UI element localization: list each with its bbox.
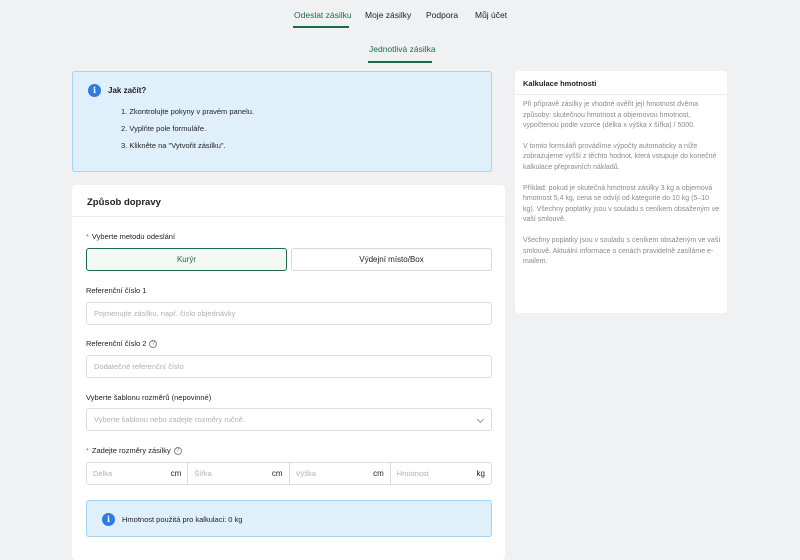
side-paragraph: Příklad: pokud je skutečná hmotnost zásilky 3 kg a objemová hmotnost 5,4 kg, cena se odvíjí od kategorie do 10 kg (5–10 kg). Všechny poplatky jsou v souladu s ceníkem obsaženým ve vaší smlouvě.	[523, 184, 720, 224]
help-icon[interactable]: ?	[149, 340, 157, 348]
help-icon[interactable]: ?	[174, 447, 182, 455]
divider	[515, 94, 727, 95]
ref2-input[interactable]	[86, 355, 492, 378]
side-paragraph: Při přípravě zásilky je vhodné ověřit její hmotnost dvěma způsoby: skutečnou hmotnost a objemovou hmotnost, vypočtenou podle vzorce (délka x výška x šířka) / 5000.	[523, 101, 699, 130]
unit-label: cm	[373, 469, 384, 478]
unit-label: cm	[170, 469, 182, 478]
steps-list	[121, 107, 254, 158]
info-icon: i	[88, 84, 101, 97]
getting-started-panel	[72, 71, 492, 172]
side-paragraph: V tomto formuláři provádíme výpočty automaticky a níže zobrazujeme vyšší z těchto hodnot, která vstupuje do konečné kalkulace přepravních nákladů.	[523, 142, 717, 171]
unit-label: kg	[476, 469, 485, 478]
active-nav-indicator	[293, 26, 349, 28]
ref1-label: Referenční číslo 1	[86, 286, 147, 295]
side-body	[523, 100, 721, 278]
ref1-input[interactable]	[86, 302, 492, 325]
nav-item-my-shipments[interactable]: Moje zásilky	[365, 10, 412, 20]
calculated-weight-text: Hmotnost použitá pro kalkulaci: 0 kg	[122, 515, 243, 524]
height-field	[290, 463, 391, 484]
required-marker: *	[86, 446, 89, 455]
weight-calculation-card	[515, 71, 727, 313]
info-icon: i	[102, 513, 115, 526]
info-title: Jak začít?	[108, 86, 147, 95]
dims-label: * Zadejte rozměry zásilky ?	[86, 446, 182, 455]
nav-item-send-shipment[interactable]: Odeslat zásilku	[294, 10, 352, 20]
method-label: * Vyberte metodu odeslání	[86, 232, 176, 241]
ref2-label: Referenční číslo 2 ?	[86, 339, 157, 348]
card-title: Způsob dopravy	[87, 197, 161, 208]
step-item: 1. Zkontrolujte pokyny v pravém panelu.	[121, 107, 254, 116]
required-marker: *	[86, 232, 89, 241]
calculated-weight-panel	[86, 500, 492, 537]
method-pickup-point-button[interactable]: Výdejní místo/Box	[291, 248, 492, 271]
template-select[interactable]	[86, 408, 492, 431]
dimensions-group	[86, 462, 492, 485]
shipping-method-card	[72, 185, 505, 560]
top-navigation	[0, 0, 800, 30]
length-field	[87, 463, 188, 484]
chevron-down-icon	[477, 416, 484, 423]
active-tab-indicator	[368, 61, 432, 63]
side-paragraph: Všechny poplatky jsou v souladu s ceníkem obsaženým ve vaší smlouvě. Aktuální informace o cenách pravidelně zasíláme e-mailem.	[523, 236, 721, 266]
step-item: 3. Klikněte na "Vytvořit zásilku".	[121, 141, 226, 150]
divider	[72, 216, 505, 217]
nav-item-support[interactable]: Podpora	[426, 10, 459, 20]
unit-label: cm	[271, 469, 283, 478]
side-title: Kalkulace hmotnosti	[523, 79, 597, 88]
template-label: Vyberte šablonu rozměrů (nepovinné)	[86, 393, 212, 402]
template-select-placeholder: Vyberte šablonu nebo zadejte rozměry ručně.	[94, 415, 246, 424]
width-field	[188, 463, 289, 484]
method-courier-button[interactable]: Kurýr	[86, 248, 287, 271]
tab-single-shipment[interactable]: Jednotlivá zásilka	[369, 44, 436, 54]
nav-item-my-account[interactable]: Můj účet	[475, 10, 508, 20]
weight-field	[391, 463, 491, 484]
step-item: 2. Vyplňte pole formuláře.	[121, 124, 207, 133]
